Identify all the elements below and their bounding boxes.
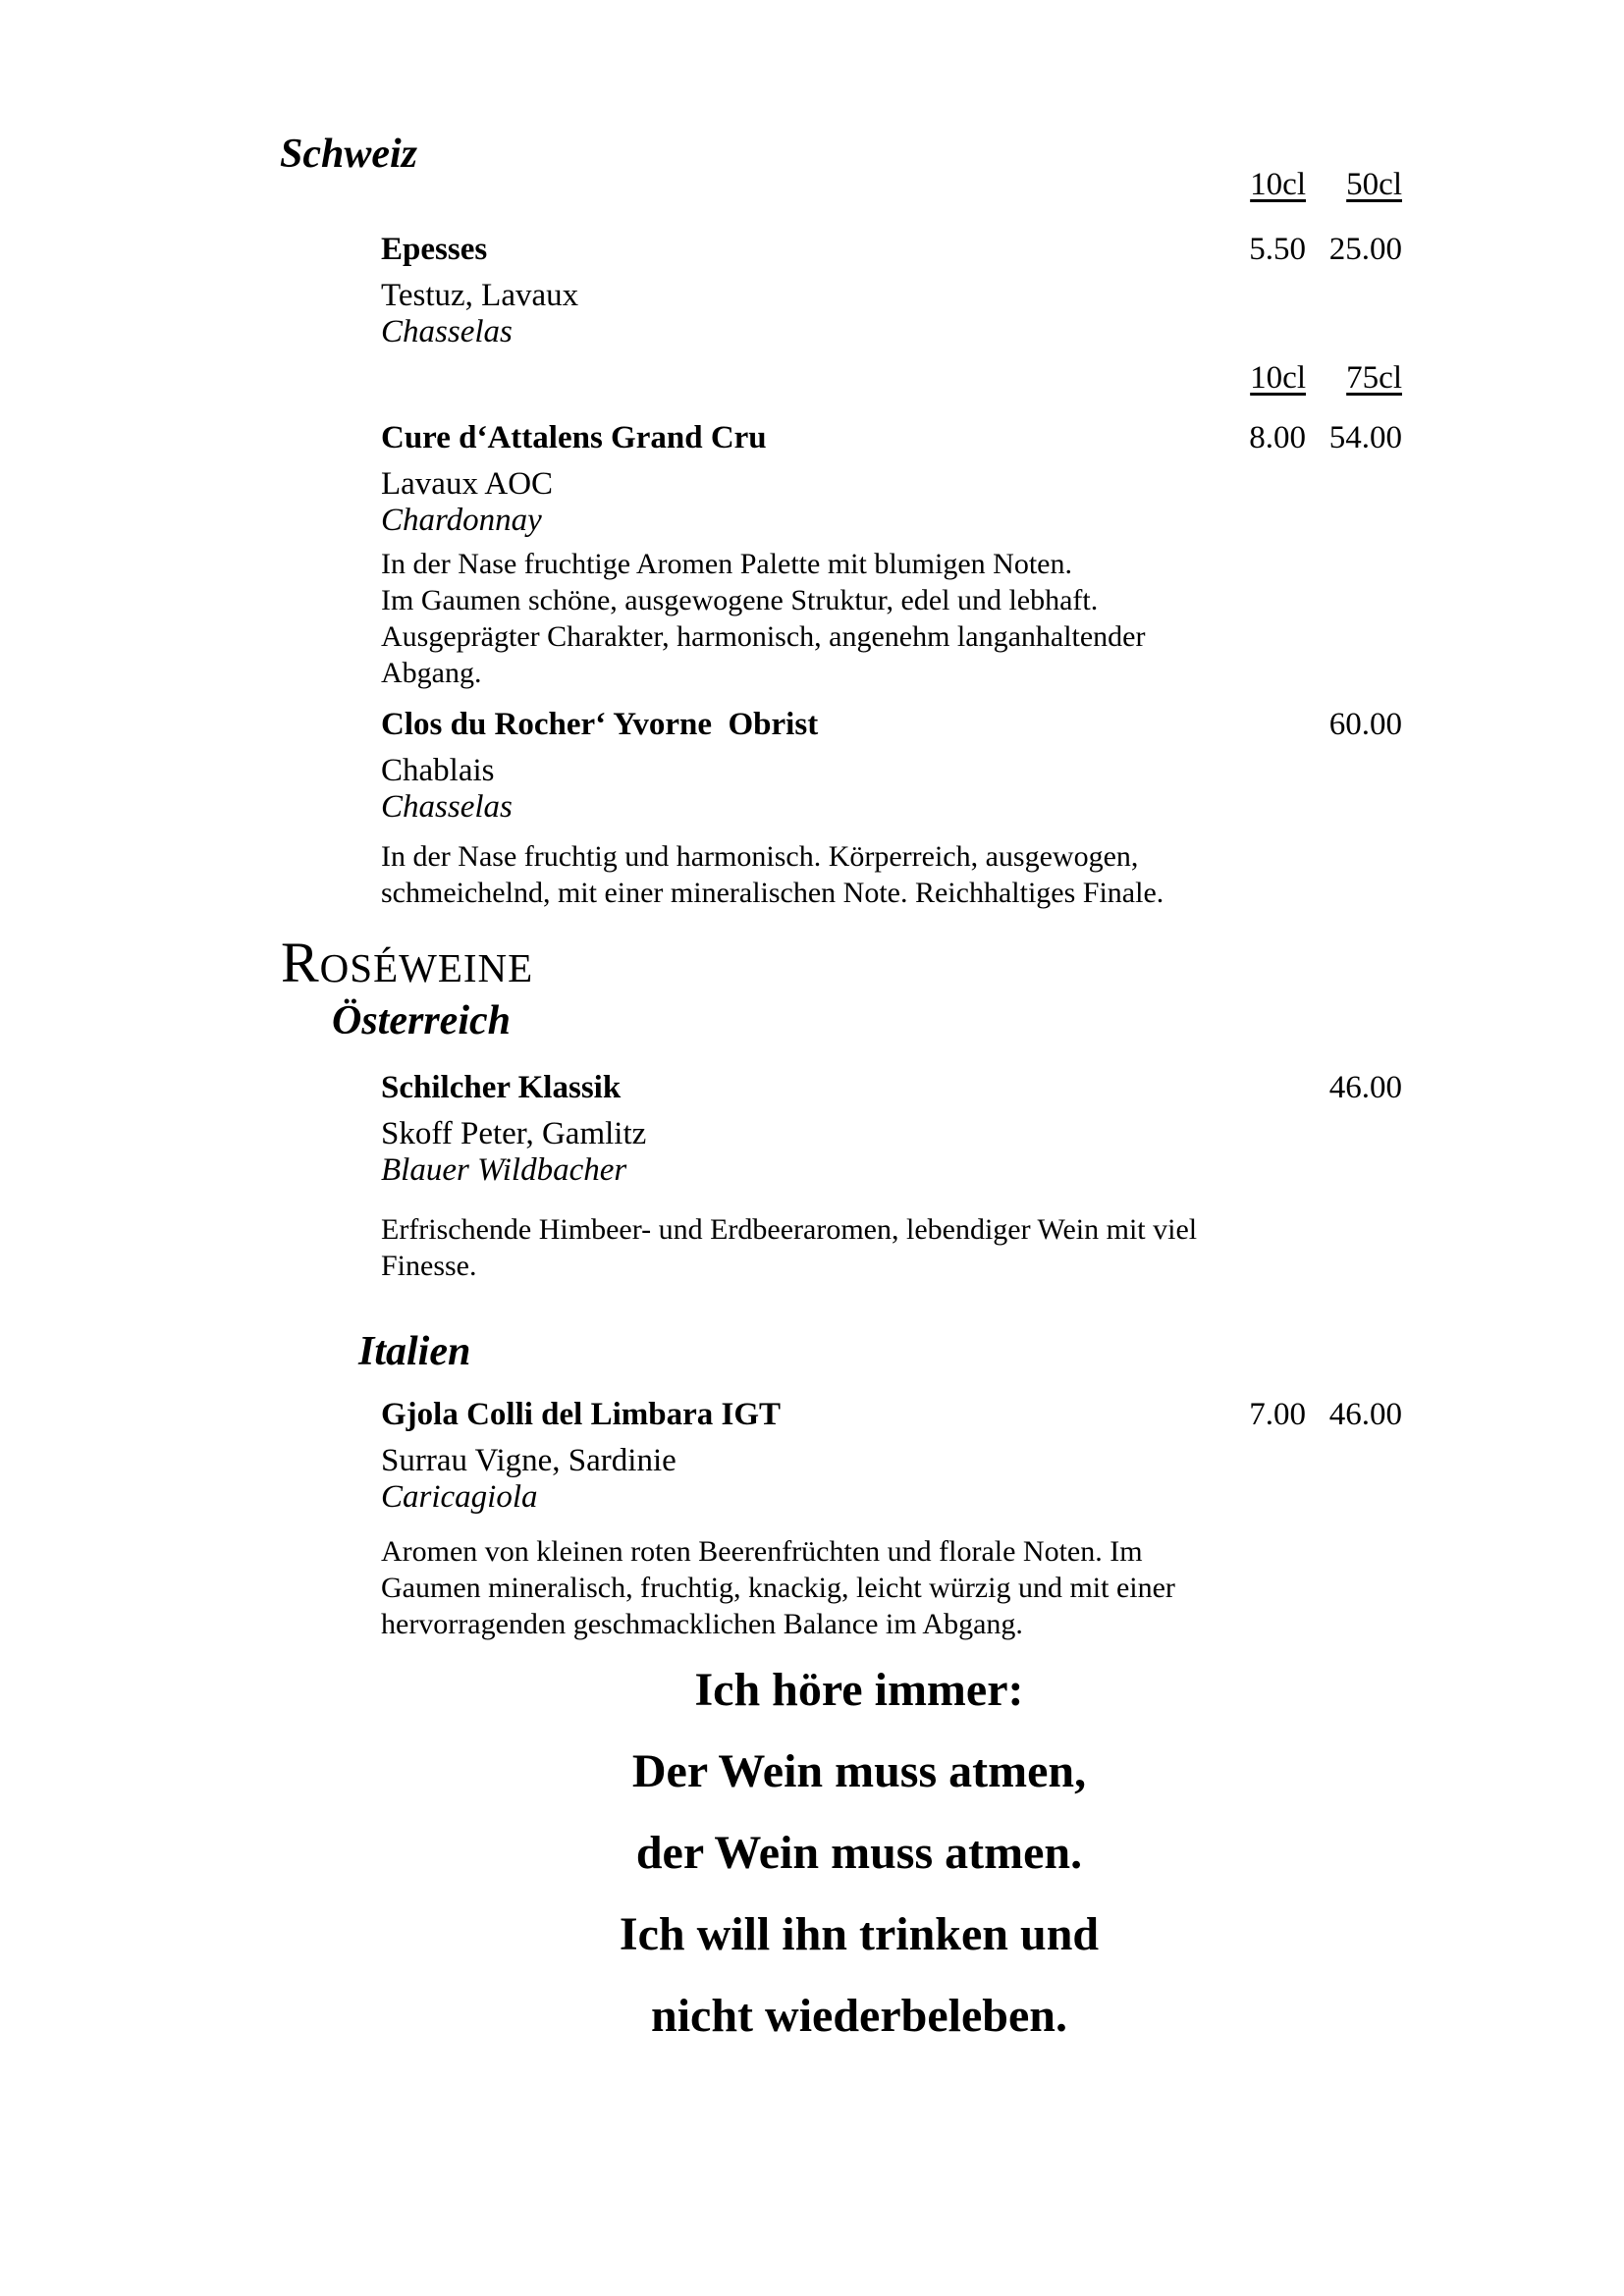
wine-entry-epesses bbox=[0, 232, 1624, 350]
price-header-cell bbox=[1308, 360, 1402, 397]
quote-block bbox=[383, 1649, 1335, 2056]
wine-price-75cl: 54.00 bbox=[1328, 420, 1402, 455]
wine-name: Cure d‘Attalens Grand Cru bbox=[381, 420, 767, 455]
wine-price-75cl: 60.00 bbox=[1328, 707, 1402, 742]
quote-line: Der Wein muss atmen, bbox=[631, 1745, 1087, 1797]
description-line: Finesse. bbox=[381, 1250, 477, 1282]
wine-price-10cl: 5.50 bbox=[1249, 232, 1306, 267]
wine-entry-clos-du-rocher bbox=[0, 707, 1624, 826]
country-heading-italien: Italien bbox=[358, 1329, 471, 1374]
price-column-label-50cl: 50cl bbox=[1346, 167, 1402, 202]
wine-entry-schilcher bbox=[0, 1070, 1624, 1189]
wine-grape: Caricagiola bbox=[381, 1479, 538, 1515]
quote-line: Ich will ihn trinken und bbox=[619, 1908, 1100, 1960]
country-heading-oesterreich: Österreich bbox=[332, 998, 511, 1043]
description-line: schmeichelnd, mit einer mineralischen Note. Reichhaltiges Finale. bbox=[381, 877, 1164, 909]
wine-producer: Lavaux AOC bbox=[381, 466, 554, 502]
wine-description bbox=[381, 1211, 1225, 1284]
wine-producer: Testuz, Lavaux bbox=[381, 278, 579, 313]
wine-price-75cl: 46.00 bbox=[1328, 1397, 1402, 1432]
description-line: Gaumen mineralisch, fruchtig, knackig, leicht würzig und mit einer bbox=[381, 1572, 1175, 1604]
country-heading-schweiz: Schweiz bbox=[280, 132, 418, 177]
wine-name: Gjola Colli del Limbara IGT bbox=[381, 1397, 782, 1432]
description-line: Abgang. bbox=[381, 657, 482, 689]
wine-producer: Surrau Vigne, Sardinie bbox=[381, 1443, 677, 1478]
price-column-label-75cl: 75cl bbox=[1346, 360, 1402, 396]
description-line: In der Nase fruchtige Aromen Palette mit blumigen Noten. bbox=[381, 548, 1072, 580]
price-header-cell bbox=[1308, 167, 1402, 203]
wine-grape: Blauer Wildbacher bbox=[381, 1152, 627, 1188]
wine-entry-gjola bbox=[0, 1397, 1624, 1516]
description-line: hervorragenden geschmacklichen Balance im Abgang. bbox=[381, 1608, 1023, 1640]
wine-description bbox=[381, 1533, 1225, 1642]
wine-grape: Chasselas bbox=[381, 789, 513, 825]
wine-price-10cl: 7.00 bbox=[1249, 1397, 1306, 1432]
description-line: Im Gaumen schöne, ausgewogene Struktur, edel und lebhaft. bbox=[381, 584, 1099, 616]
description-line: Erfrischende Himbeer- und Erdbeeraromen, lebendiger Wein mit viel bbox=[381, 1213, 1198, 1246]
wine-name: Schilcher Klassik bbox=[381, 1070, 622, 1105]
description-line: Ausgeprägter Charakter, harmonisch, angenehm langanhaltender bbox=[381, 620, 1146, 653]
price-header-cell bbox=[1178, 360, 1306, 397]
description-line: Aromen von kleinen roten Beerenfrüchten und florale Noten. Im bbox=[381, 1535, 1143, 1568]
description-line: In der Nase fruchtig und harmonisch. Körperreich, ausgewogen, bbox=[381, 840, 1139, 873]
wine-name: Epesses bbox=[381, 232, 488, 267]
wine-description bbox=[381, 546, 1225, 691]
price-header-cell bbox=[1178, 167, 1306, 203]
quote-line: der Wein muss atmen. bbox=[635, 1827, 1083, 1879]
quote-line: nicht wiederbeleben. bbox=[651, 1990, 1067, 2042]
wine-producer: Chablais bbox=[381, 753, 495, 788]
category-heading-roseweine: Roséweine bbox=[281, 931, 534, 994]
wine-price-50cl: 25.00 bbox=[1328, 232, 1402, 267]
wine-entry-cure-d-attalens bbox=[0, 420, 1624, 539]
wine-price-10cl: 8.00 bbox=[1249, 420, 1306, 455]
wine-name: Clos du Rocher‘ Yvorne Obrist bbox=[381, 707, 819, 742]
price-column-label-10cl: 10cl bbox=[1250, 360, 1306, 396]
price-column-label-10cl: 10cl bbox=[1250, 167, 1306, 202]
wine-grape: Chasselas bbox=[381, 314, 513, 349]
wine-producer: Skoff Peter, Gamlitz bbox=[381, 1116, 647, 1151]
wine-grape: Chardonnay bbox=[381, 503, 542, 538]
wine-description bbox=[381, 838, 1225, 911]
wine-price-75cl: 46.00 bbox=[1328, 1070, 1402, 1105]
quote-line: Ich höre immer: bbox=[694, 1664, 1024, 1716]
